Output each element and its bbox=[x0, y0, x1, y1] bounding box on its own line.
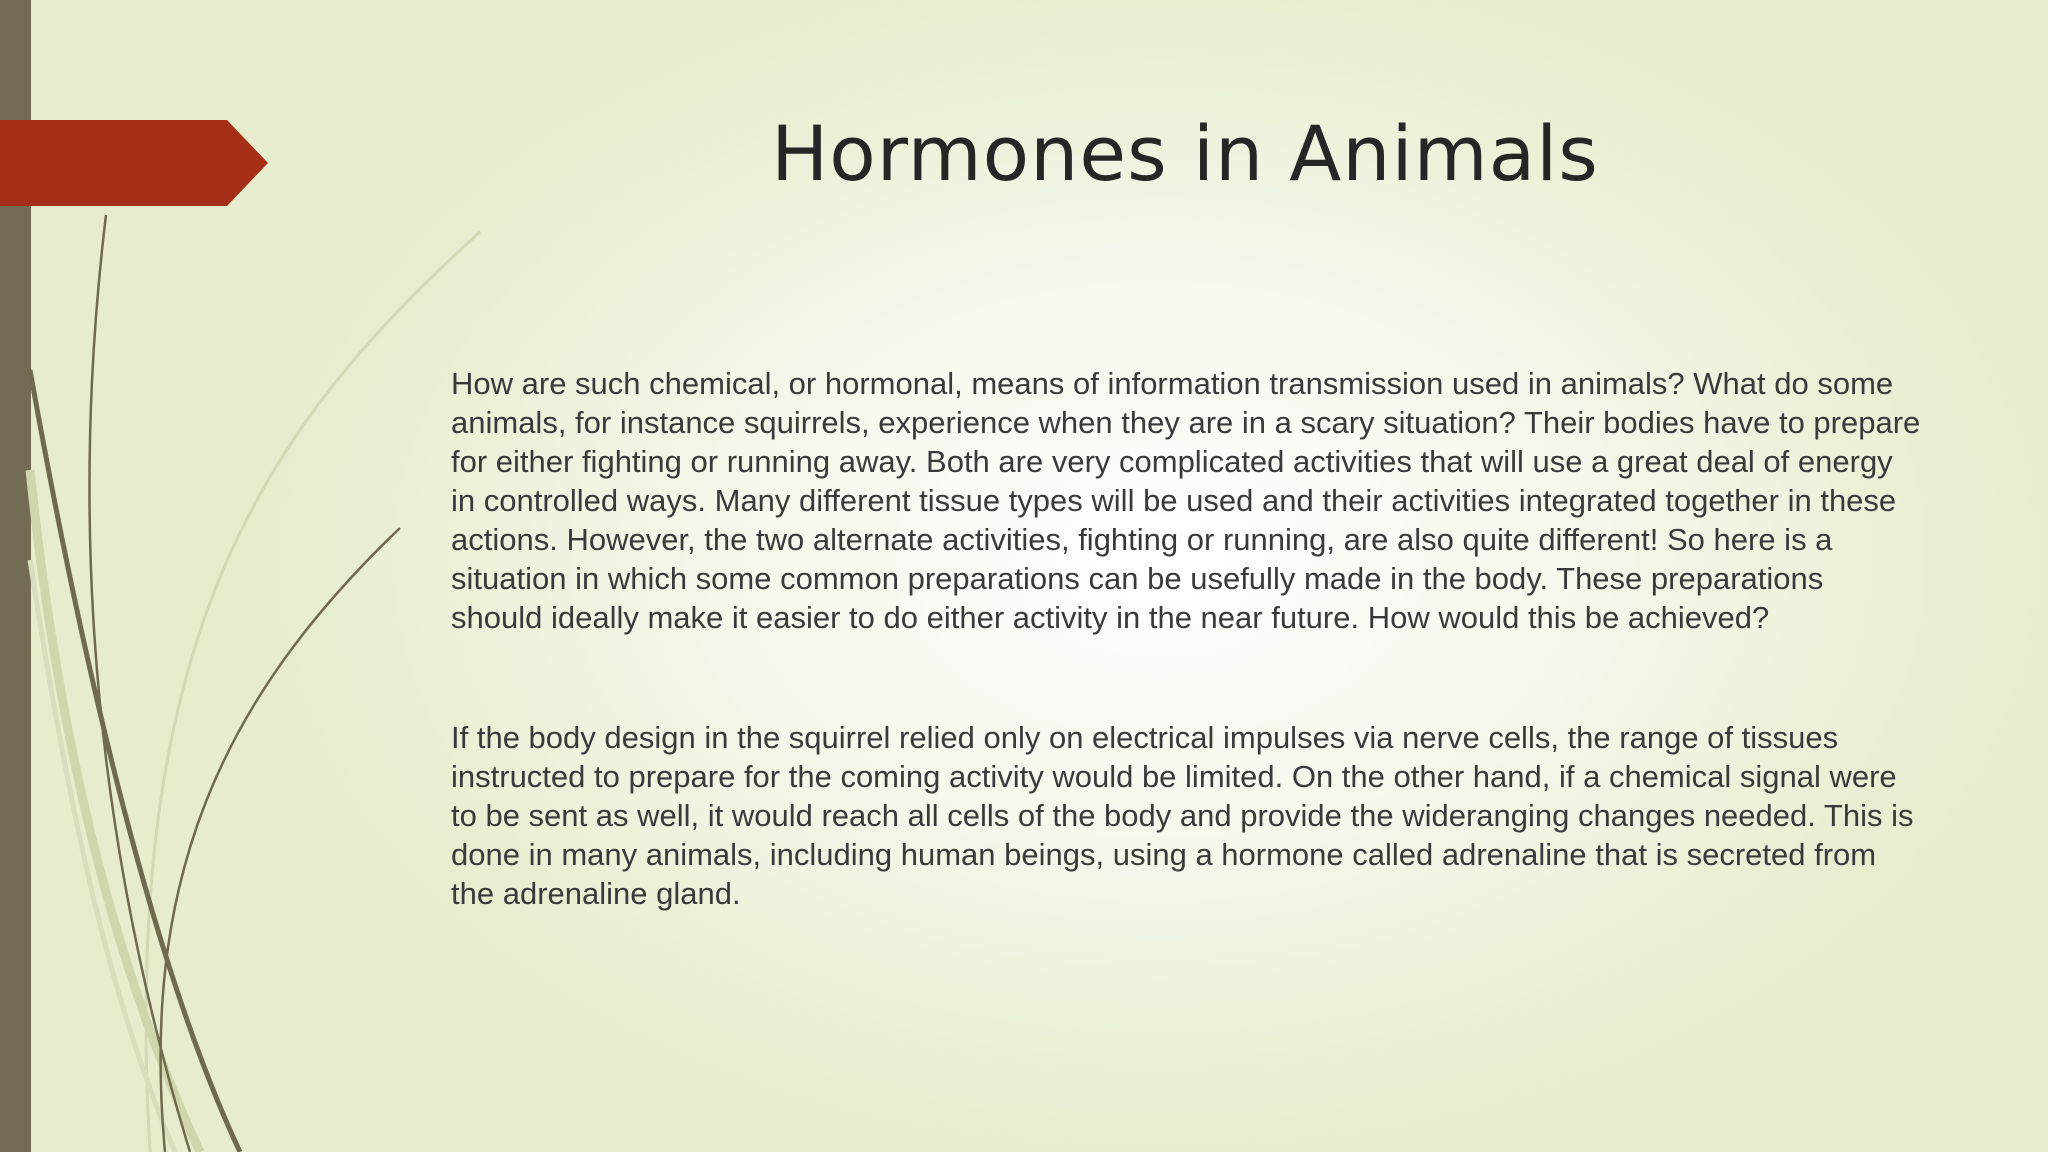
slide-title: Hormones in Animals bbox=[771, 109, 1599, 198]
title-arrow-tab bbox=[0, 120, 270, 206]
slide-body bbox=[451, 364, 1921, 913]
light-curve-2 bbox=[30, 470, 200, 1152]
dark-curve-3 bbox=[161, 528, 400, 1152]
body-paragraph-1: How are such chemical, or hormonal, means of information transmission used in animals? What do some animals, for instance squirrels, experience when they are in a scary situation? Their bodies have to prepare for either fighting or running away. Both are very complicated activities that will use a great deal of energy in controlled ways. Many different tissue types will be used and their activities integrated together in these actions. However, the two alternate activities, fighting or running, are also quite different! So here is a situation in which some common preparations can be usefully made in the body. These preparations should ideally make it easier to do either activity in the near future. How would this be achieved? bbox=[451, 366, 1921, 635]
dark-curve-2 bbox=[30, 370, 240, 1152]
light-curve-1 bbox=[146, 232, 480, 1152]
body-paragraph-2: If the body design in the squirrel relied only on electrical impulses via nerve cells, the range of tissues instructed to prepare for the coming activity would be limited. On the other hand, if a chemical signal were to be sent as well, it would reach all cells of the body and provide the wideranging changes needed. This is done in many animals, including human beings, using a hormone called adrenaline that is secreted from the adrenaline gland. bbox=[451, 720, 1914, 911]
